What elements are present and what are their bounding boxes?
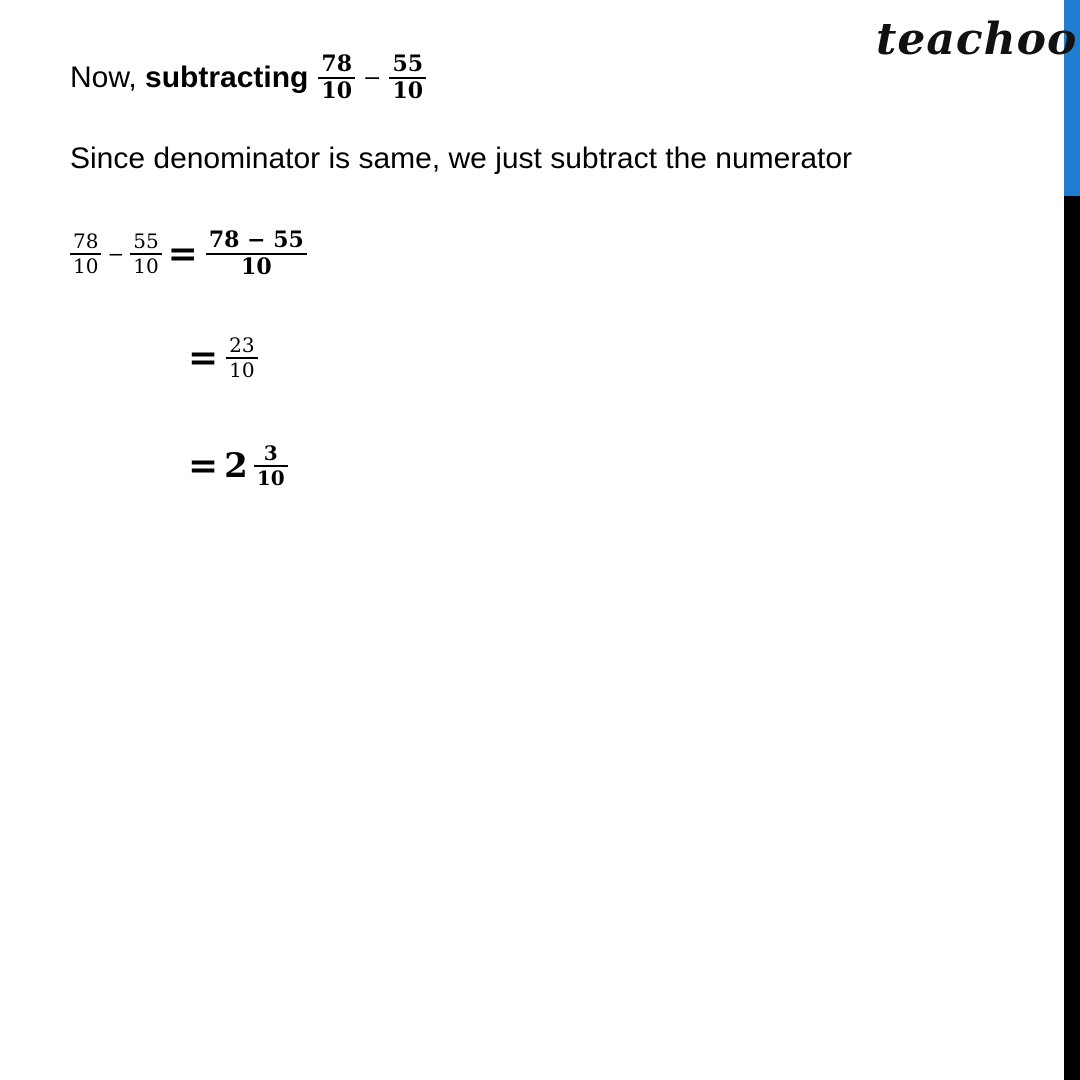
minus-sign: − <box>363 65 382 91</box>
fraction-denominator: 10 <box>256 466 285 490</box>
fraction-numerator: 78 <box>321 51 353 77</box>
teachoo-logo: teachoo <box>876 14 1078 65</box>
equals-sign: = <box>188 337 219 379</box>
intro-bold-word: subtracting <box>145 61 309 95</box>
minus-sign: − <box>107 242 125 267</box>
explanation-line <box>70 142 852 176</box>
intro-fraction-2 <box>389 52 426 105</box>
intro-line <box>70 52 428 105</box>
step1-fraction-1 <box>70 230 101 278</box>
explanation-text: Since denominator is same, we just subtract the numerator <box>70 142 853 175</box>
fraction-numerator: 3 <box>263 441 278 465</box>
step-2 <box>188 334 260 382</box>
fraction-denominator: 10 <box>133 254 159 279</box>
fraction-denominator: 10 <box>321 78 353 105</box>
fraction-numerator: 55 <box>392 51 424 77</box>
step3-result-fraction <box>254 442 288 490</box>
fraction-numerator: 55 <box>133 229 159 254</box>
step-3 <box>188 442 290 490</box>
fraction-denominator: 10 <box>229 358 255 382</box>
step1-fraction-2 <box>130 230 161 278</box>
equals-sign: = <box>167 233 198 276</box>
step-1 <box>70 228 309 281</box>
fraction-denominator: 10 <box>392 78 424 105</box>
step2-result-fraction <box>226 334 257 382</box>
fraction-numerator: 78 − 55 <box>208 227 304 253</box>
intro-prefix: Now, <box>70 61 146 95</box>
mixed-number-whole: 2 <box>224 446 248 486</box>
fraction-numerator: 23 <box>229 333 255 357</box>
fraction-denominator: 10 <box>241 254 272 281</box>
fraction-denominator: 10 <box>73 254 99 279</box>
fraction-numerator: 78 <box>73 229 99 254</box>
equals-sign: = <box>188 445 219 487</box>
intro-fraction-1 <box>318 52 355 105</box>
step1-result-fraction <box>206 228 307 281</box>
